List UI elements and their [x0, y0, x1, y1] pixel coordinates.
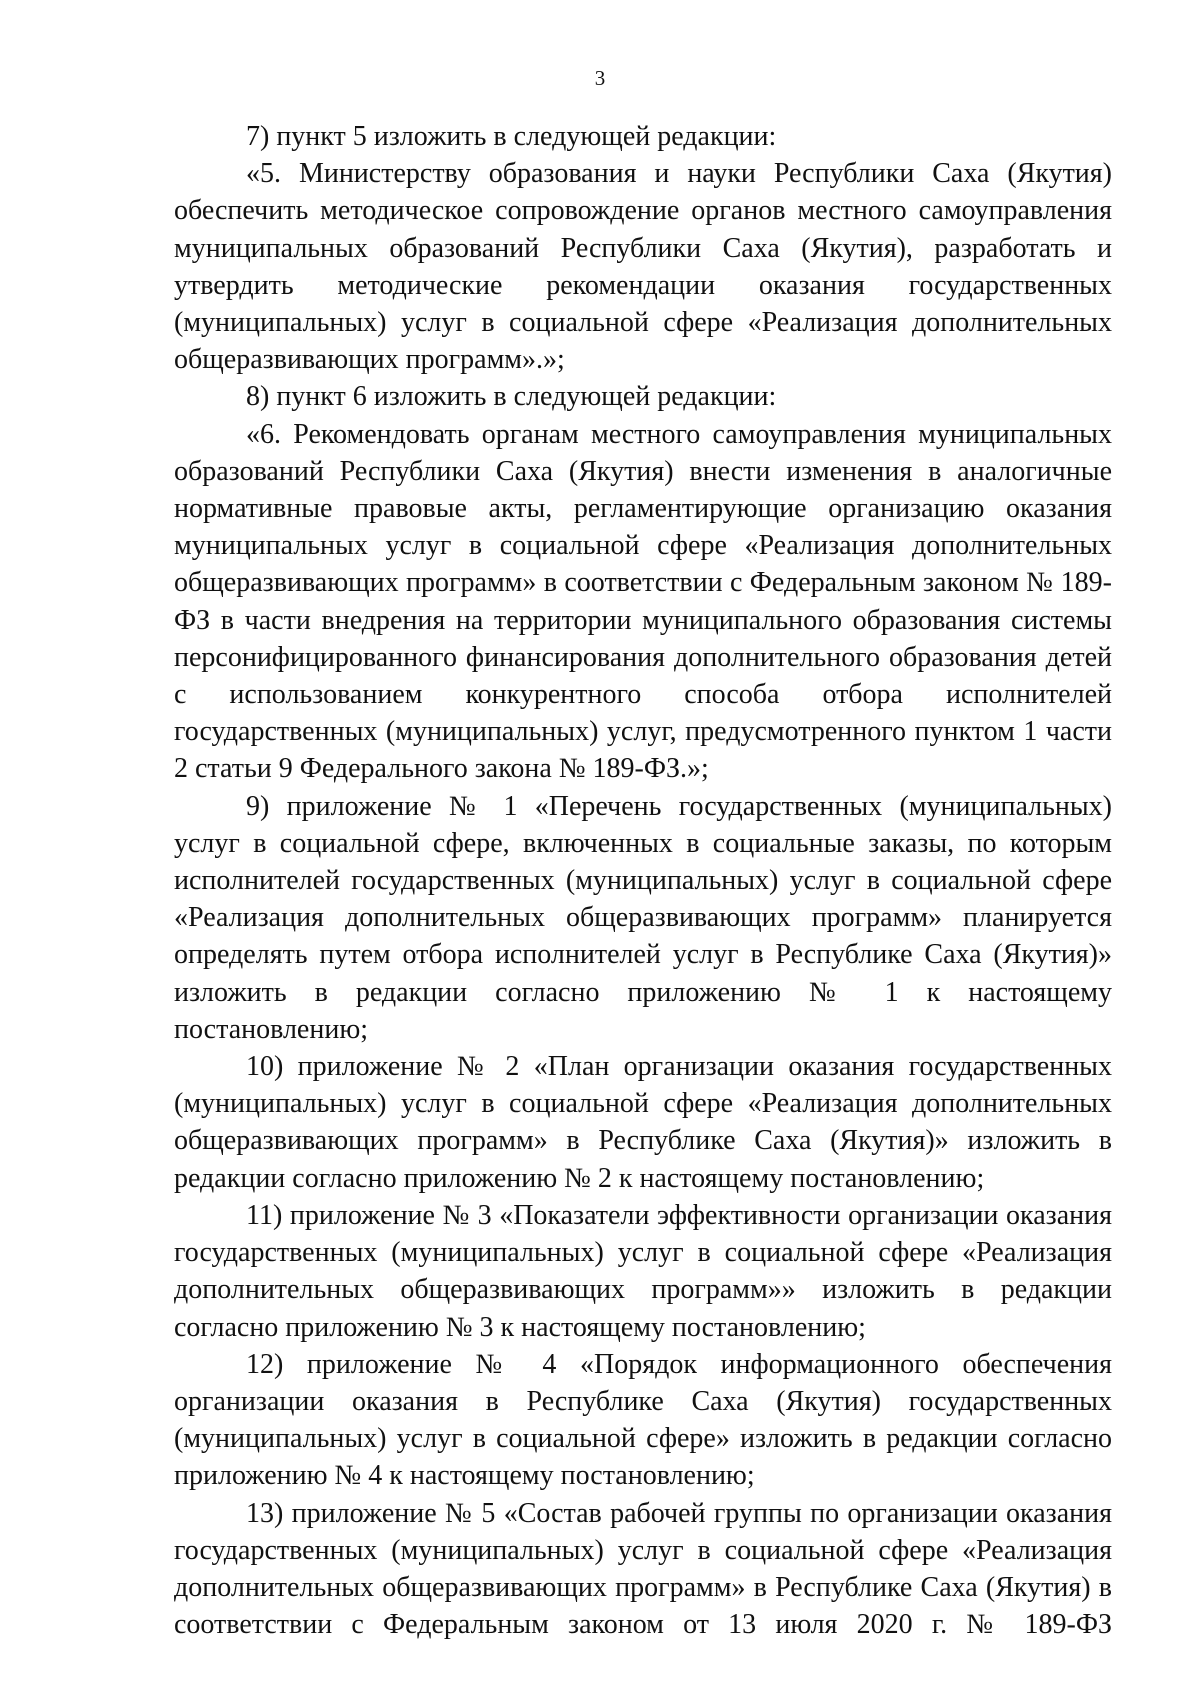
paragraph-clause-6: «6. Рекомендовать органам местного самоуправления муниципальных образований Республики Саха (Якутия) внести изменения в аналогичные нормативные правовые акты, регламентирующие организацию оказания муниципальных услуг в социальной сфере «Реализация дополнительных общеразвивающих программ» в соответствии с Федеральным законом № 189-ФЗ в части внедрения на территории муниципального образования системы персонифицированного финансирования дополнительного образования детей с использованием конкурентного способа отбора исполнителей государственных (муниципальных) услуг, предусмотренного пунктом 1 части 2 статьи 9 Федерального закона № 189-ФЗ.»;: [174, 418, 1112, 785]
document-body: [174, 118, 1112, 1643]
paragraph-item-8: 8) пункт 6 изложить в следующей редакции:: [246, 381, 777, 413]
paragraph-clause-5: «5. Министерству образования и науки Республики Саха (Якутия) обеспечить методическое сопровождение органов местного самоуправления муниципальных образований Республики Саха (Якутия), разработать и утвердить методические рекомендации оказания государственных (муниципальных) услуг в социальной сфере «Реализация дополнительных общеразвивающих программ».»;: [174, 158, 1112, 376]
paragraph-item-10: 10) приложение № 2 «План организации оказания государственных (муниципальных) услуг в социальной сфере «Реализация дополнительных общеразвивающих программ» в Республике Саха (Якутия)» изложить в редакции согласно приложению № 2 к настоящему постановлению;: [174, 1051, 1112, 1194]
paragraph-item-11: 11) приложение № 3 «Показатели эффективности организации оказания государственных (муниципальных) услуг в социальной сфере «Реализация дополнительных общеразвивающих программ»» изложить в редакции согласно приложению № 3 к настоящему постановлению;: [174, 1199, 1112, 1343]
paragraph-item-13: 13) приложение № 5 «Состав рабочей группы по организации оказания государственных (муниципальных) услуг в социальной сфере «Реализация дополнительных общеразвивающих программ» в Республике Саха (Якутия) в соответствии с Федеральным законом от 13 июля 2020 г. № 189-ФЗ: [174, 1497, 1112, 1641]
paragraph-item-7: 7) пункт 5 изложить в следующей редакции:: [246, 121, 777, 152]
paragraph-item-12: 12) приложение № 4 «Порядок информационного обеспечения организации оказания в Республике Саха (Якутия) государственных (муниципальных) услуг в социальной сфере» изложить в редакции согласно приложению № 4 к настоящему постановлению;: [174, 1348, 1112, 1492]
page-number: 3: [594, 66, 606, 90]
paragraph-item-9: 9) приложение № 1 «Перечень государственных (муниципальных) услуг в социальной сфере, включенных в социальные заказы, по которым исполнителей государственных (муниципальных) услуг в социальной сфере «Реализация дополнительных общеразвивающих программ» планируется определять путем отбора исполнителей услуг в Республике Саха (Якутия)» изложить в редакции согласно приложению № 1 к настоящему постановлению;: [174, 790, 1112, 1045]
